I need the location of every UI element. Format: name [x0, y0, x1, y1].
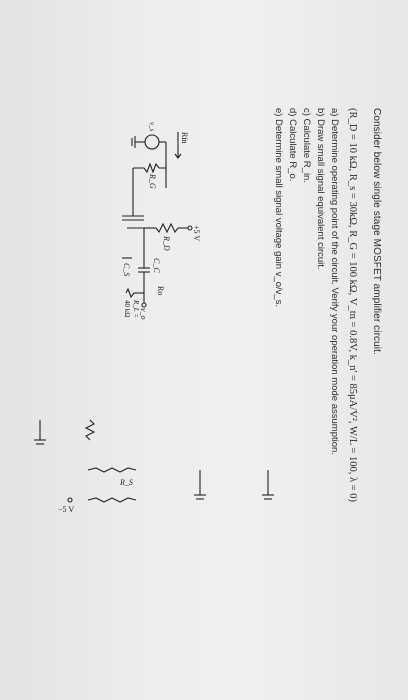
vs-label: v_s: [148, 122, 156, 132]
rl-label: R_L =: [132, 300, 140, 319]
rin-label: Rin: [180, 132, 189, 144]
question-d: d) Calculate R_o.: [287, 108, 298, 182]
rl-value: 40 kΩ: [123, 300, 131, 318]
rg-label: R_G: [148, 174, 157, 189]
rd-label: R_D: [162, 236, 171, 251]
vdd-label: +5 V: [192, 225, 201, 242]
question-e: e) Determine small signal voltage gain v_o/v_s.: [273, 108, 284, 308]
vo-label: v_o: [139, 308, 148, 320]
question-b: b) Draw small signal equivalent circuit.: [315, 108, 326, 270]
question-a: a) Determine operating point of the circuit. Verify your operation mode assumption.: [329, 108, 340, 455]
problem-title: Consider below single stage MOSFET amplifier circuit.: [371, 108, 382, 355]
vss-label: −5 V: [58, 505, 75, 514]
question-c: c) Calculate R_in.: [301, 108, 312, 183]
rs-label: R_S: [120, 478, 133, 487]
cc-label: C_C: [152, 258, 161, 273]
problem-parameters: (R_D = 10 kΩ, R_s = 30kΩ, R_G = 100 kΩ, V_tn = 0.8V, k_n' = 85μA/V², W/L = 100, λ = 0): [347, 108, 358, 502]
cs-label: C_S: [122, 263, 131, 277]
ro-label: Ro: [156, 286, 165, 296]
